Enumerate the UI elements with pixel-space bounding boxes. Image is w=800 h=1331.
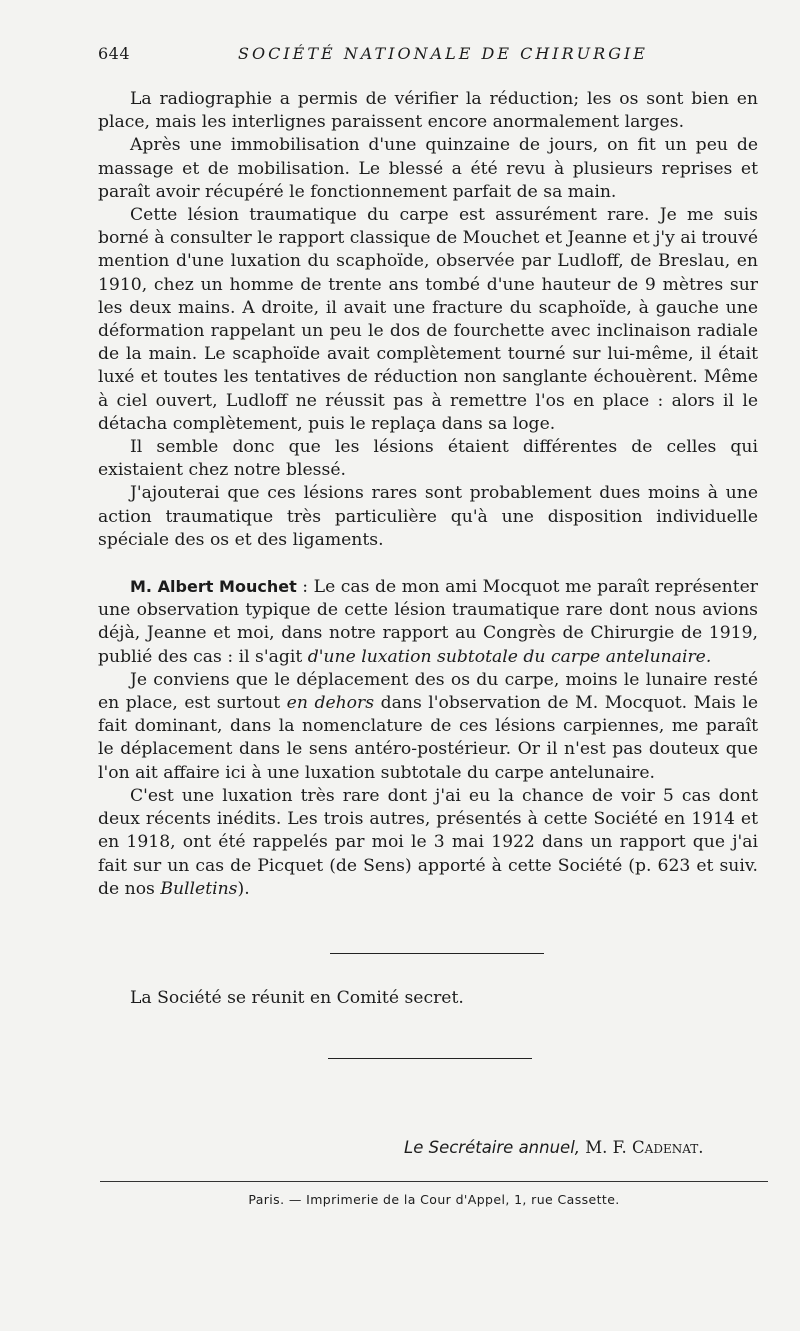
section-divider <box>328 1058 532 1059</box>
paragraph-text: : Le cas de mon ami Mocquot me paraît représenter une observation typique de cette lésion traumatique rare dont nous avions déjà, Jeanne et moi, dans notre rapport au Congrès de Chirurgie de 1919, publié des cas : il s'agit <box>98 577 758 667</box>
signature-role: Le Secrétaire annuel, <box>404 1138 581 1157</box>
running-header <box>98 44 758 68</box>
paragraph: Après une immobilisation d'une quinzaine de jours, on fit un peu de massage et de mobilisation. Le blessé a été revu à plusieurs reprises et paraît avoir récupéré le fonctionnement parfait de sa main. <box>98 135 758 202</box>
closing-line: La Société se réunit en Comité secret. <box>130 988 464 1008</box>
signature-name: Cadenat. <box>632 1138 704 1157</box>
paragraph-text: Je conviens que le déplacement des os du carpe, moins le lunaire resté en place, est surtout <box>98 669 758 714</box>
running-title: SOCIÉTÉ NATIONALE DE CHIRURGIE <box>238 44 648 63</box>
italic-text: en dehors <box>286 693 375 714</box>
page-number: 644 <box>98 44 131 63</box>
paragraph: J'ajouterai que ces lésions rares sont probablement dues moins à une action traumatique très particulière qu'à une disposition individuelle spéciale des os et des ligaments. <box>98 483 758 550</box>
article-body <box>98 88 758 901</box>
paragraph-text: C'est une luxation très rare dont j'ai eu la chance de voir 5 cas dont deux récents inédits. Les trois autres, présentés à cette Société en 1914 et en 1918, ont été rappelés par moi le 3 mai 1922 dans un rapport que j'ai fait sur un cas de Picquet (de Sens) apporté à cette Société (p. 623 et suiv. de nos <box>98 785 758 899</box>
paragraph: Cette lésion traumatique du carpe est assurément rare. Je me suis borné à consulter le rapport classique de Mouchet et Jeanne et j'y ai trouvé mention d'une luxation du scaphoïde, observée par Ludloff, de Breslau, en 1910, chez un homme de trente ans tombé d'une hauteur de 9 mètres sur les deux mains. A droite, il avait une fracture du scaphoïde, à gauche une déformation rappelant un peu le dos de fourchette avec inclinaison radiale de la main. Le scaphoïde avait complètement tourné sur lui-même, il était luxé et toutes les tentatives de réduction non sanglante échouèrent. Même à ciel ouvert, Ludloff ne réussit pas à remettre l'os en place : alors il le détacha complètement, puis le replaça dans sa loge. <box>98 205 758 434</box>
paragraph-text: dans l'observation de M. Mocquot. Mais le fait dominant, dans la nomenclature de ces lésions carpiennes, me paraît le déplacement dans le sens antéro-postérieur. Or il n'est pas douteux que l'on ait affaire ici à une luxation subtotale du carpe antelunaire. <box>98 693 758 783</box>
signature <box>404 1138 764 1157</box>
printer-imprint: Paris. — Imprimerie de la Cour d'Appel, 1, rue Cassette. <box>248 1192 620 1207</box>
signature-prefix: M. F. <box>585 1138 627 1157</box>
speaker-name: M. Albert Mouchet <box>130 577 297 597</box>
italic-text: Bulletins <box>160 878 238 899</box>
mouchet-paragraph-1 <box>98 575 758 669</box>
paragraph: Il semble donc que les lésions étaient différentes de celles qui existaient chez notre blessé. <box>98 437 758 481</box>
mouchet-paragraph-3 <box>98 785 758 901</box>
mouchet-paragraph-2 <box>98 669 758 785</box>
paragraph-text: ). <box>237 878 250 899</box>
italic-text: d'une luxation subtotale du carpe antelunaire. <box>307 646 712 667</box>
paragraph: La radiographie a permis de vérifier la réduction; les os sont bien en place, mais les interlignes paraissent encore anormalement larges. <box>98 89 758 133</box>
section-divider <box>330 953 544 954</box>
footer-rule <box>100 1181 768 1182</box>
